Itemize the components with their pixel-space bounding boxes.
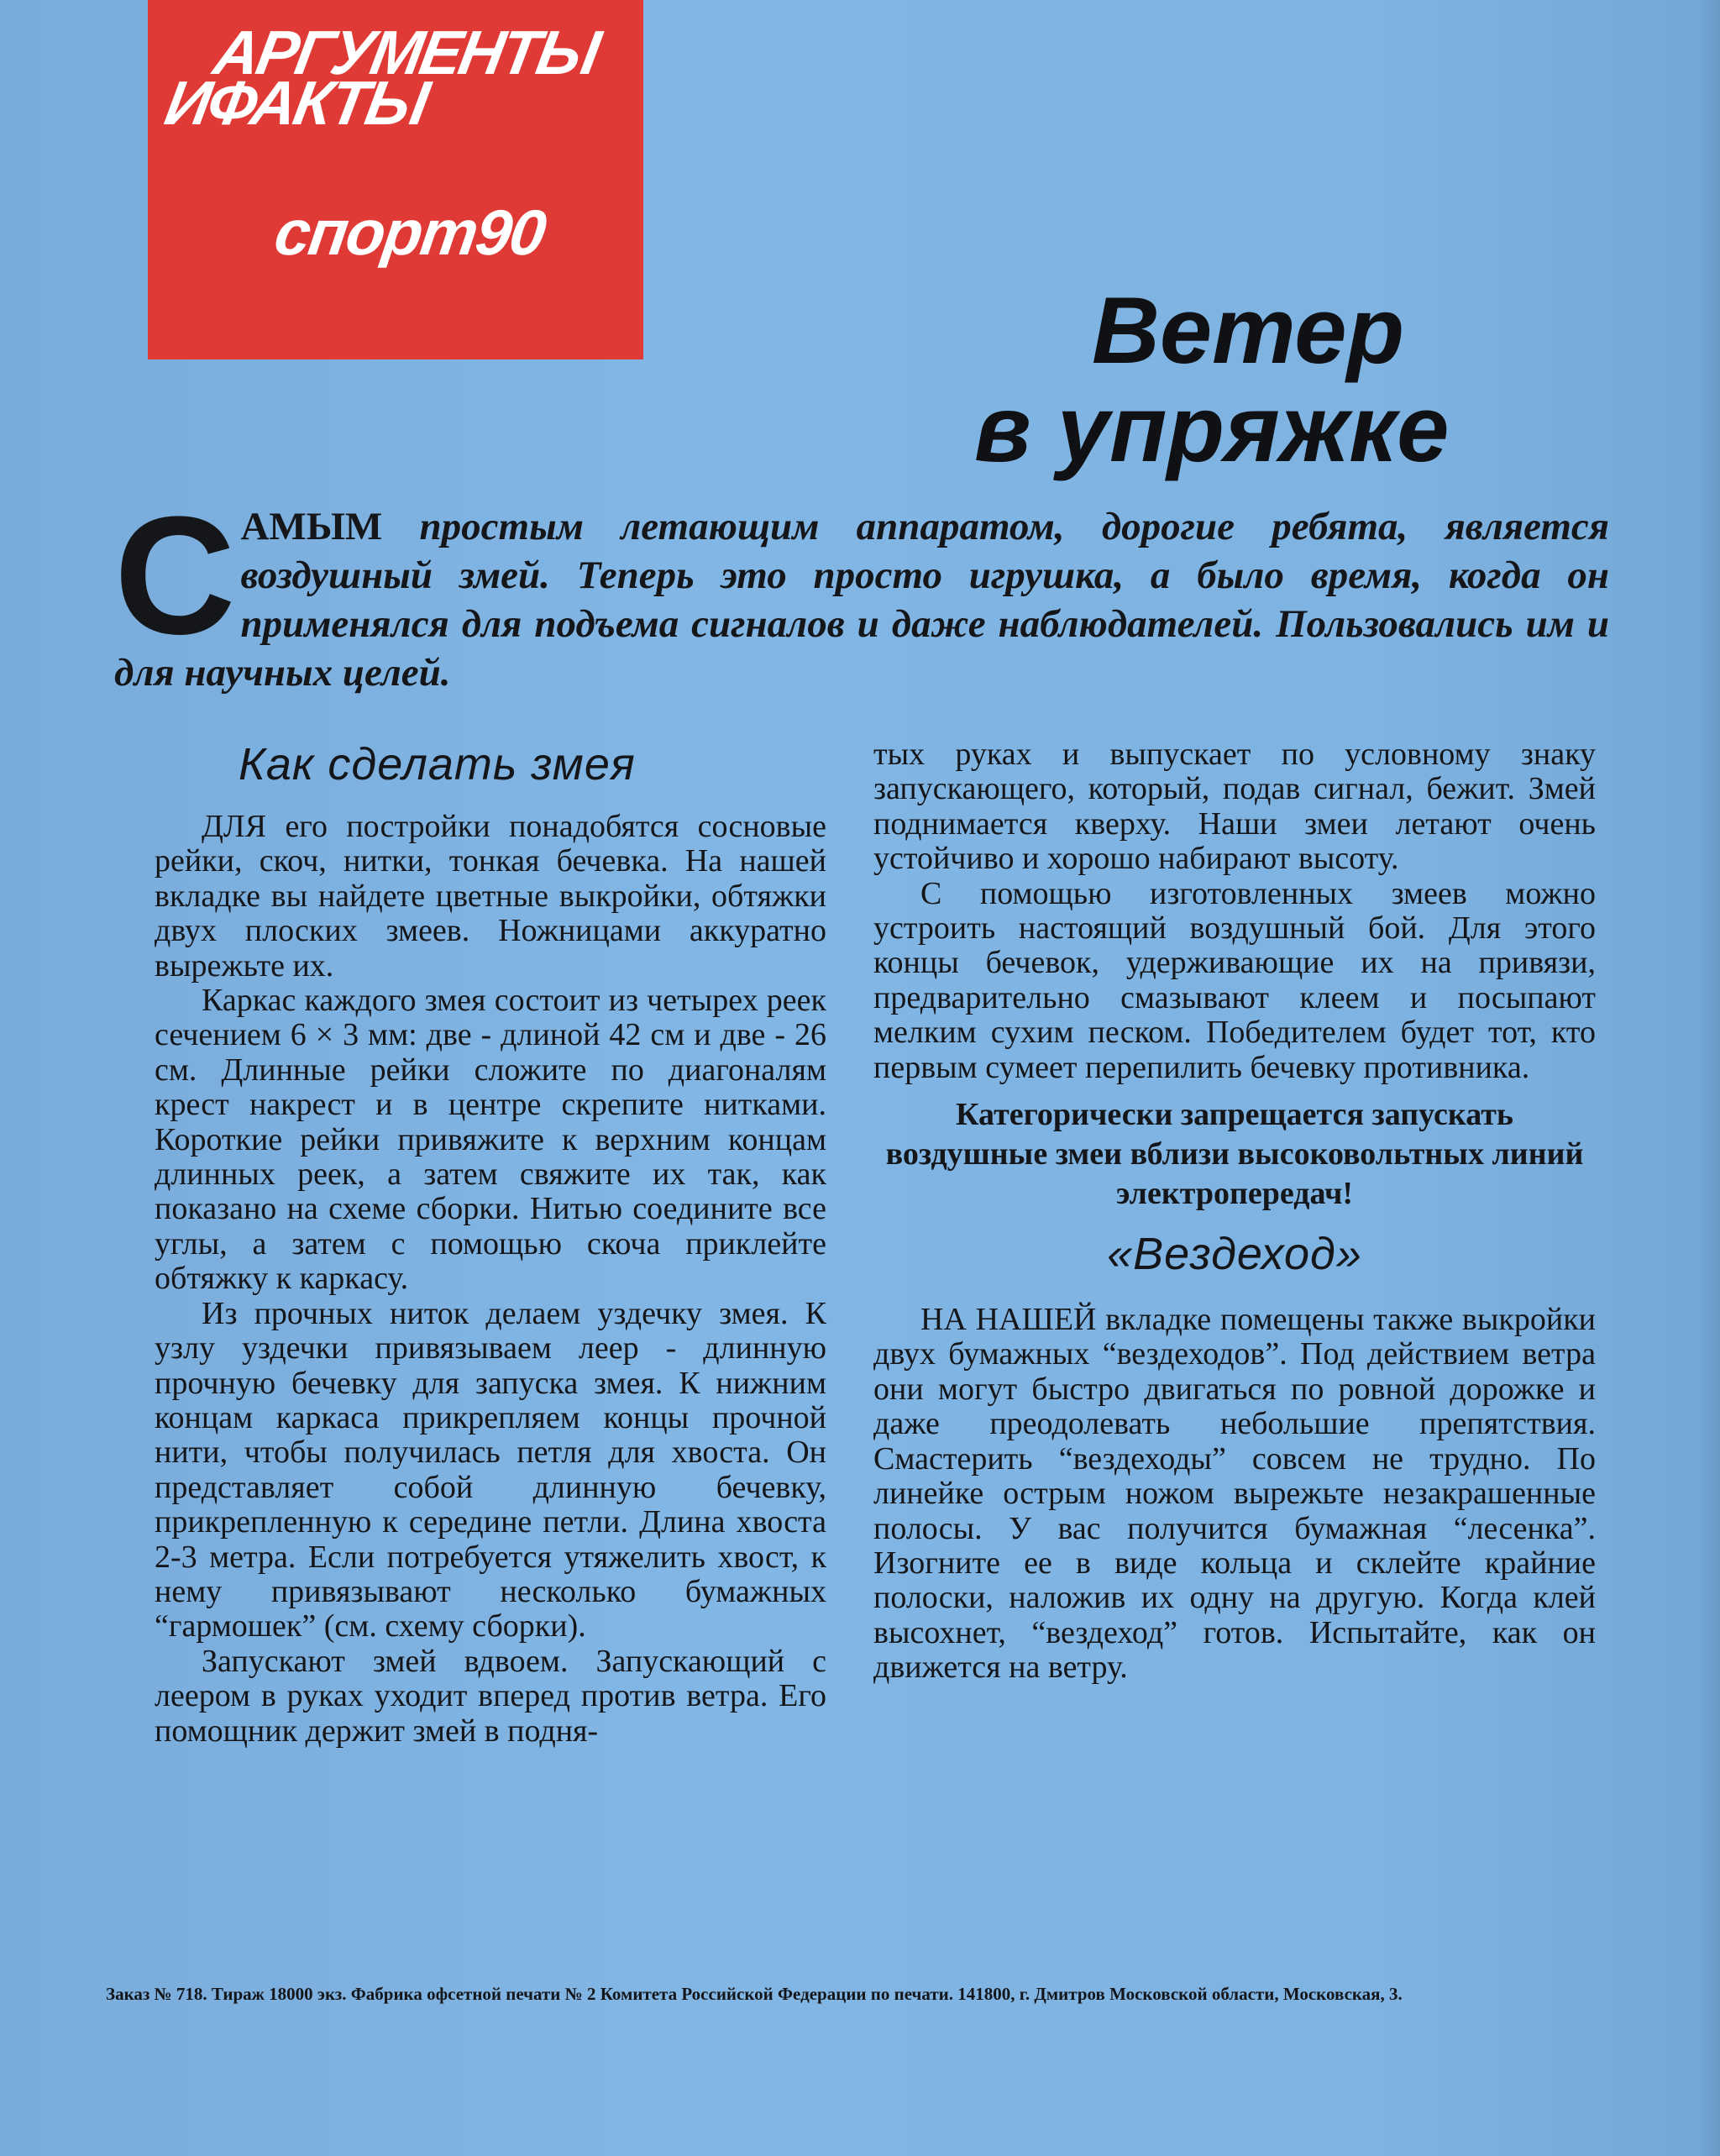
- left-paragraph-4: Запускают змей вдвоем. Запускающий с леером в руках уходит вперед против ветра. Его помощник держит змей в подня-: [155, 1643, 826, 1749]
- drop-cap: С: [114, 482, 236, 669]
- imprint-footer: Заказ № 718. Тираж 18000 экз. Фабрика офсетной печати № 2 Комитета Российской Федерации по печати. 141800, г. Дмитров Московской области, Московская, 3.: [106, 1984, 1403, 2004]
- left-paragraph-3: Из прочных ниток делаем уздечку змея. К узлу уздечки привязываем леер - длинную прочную бечевку для запуска змея. К нижним концам каркаса прикрепляем концы прочной нити, чтобы получилась петля для хвоста. Он представляет собой длинную бечевку, прикрепленную к середине петли. Длина хвоста 2-3 метра. Если потребуется утяжелить хвост, к нему привязывают несколько бумажных “гармошек” (см. схему сборки).: [155, 1295, 826, 1645]
- page-title-line-1: Ветер: [1092, 278, 1404, 383]
- logo-line-1: АРГУМЕНТЫ: [208, 18, 604, 87]
- lead-paragraph: [114, 482, 1609, 697]
- logo-line-2: ИФАКТЫ: [160, 68, 433, 138]
- left-paragraph-1: ДЛЯ его постройки понадобятся сосновые рейки, скоч, нитки, тонкая бечевка. На нашей вкладке вы найдете цветные выкройки, обтяжки двух плоских змеев. Ножницами аккуратно вырежьте их.: [155, 809, 826, 984]
- right-column: [873, 737, 1596, 1686]
- page-edge-shadow: [1696, 0, 1720, 2156]
- page-title-line-2: в упряжке: [974, 376, 1450, 481]
- section-heading-kite: Как сделать змея: [239, 739, 636, 789]
- section-heading-vezdehod: «Вездеход»: [1107, 1229, 1362, 1280]
- right-continuation: тых руках и выпускает по условному знаку запускающего, который, подав сигнал, бежит. Змей поднимается кверху. Наши змеи летают очень устойчиво и хорошо набирают высоту.: [873, 737, 1596, 877]
- right-paragraph-3: НА НАШЕЙ вкладке помещены также выкройки двух бумажных “вездеходов”. Под действием ветра они могут быстро двигаться по ровной дорожке и даже преодолевать небольшие препятствия. Смастерить “вездеходы” совсем не трудно. По линейке острым ножом вырежьте незакрашенные полосы. У вас получится бумажная “лесенка”. Изогните ее в виде кольца и склейте крайние полоски, наложив их одну на другую. Когда клей высохнет, “вездеход” готов. Испытайте, как он движется на ветру.: [873, 1302, 1596, 1686]
- left-paragraph-2: Каркас каждого змея состоит из четырех реек сечением 6 × 3 мм: две - длиной 42 см и две - 26 см. Длинные рейки сложите по диагоналям крест накрест и в центре скрепите нитками. Короткие рейки привяжите к верхним концам длинных реек, а затем свяжите их так, как показано на схеме сборки. Нитью соедините все углы, а затем с помощью скоча приклейте обтяжку к каркасу.: [155, 983, 826, 1297]
- left-column: [155, 737, 826, 1749]
- lead-first-word: АМЫМ: [240, 505, 383, 548]
- warning-text: Категорически запрещается запускать воздушные змеи вблизи высоковольтных линий электропередач!: [885, 1097, 1584, 1212]
- right-paragraph-2: С помощью изготовленных змеев можно устроить настоящий воздушный бой. Для этого концы бечевок, удерживающие их на привязи, предварительно смазывают клеем и посыпают мелким сухим песком. Победителем будет тот, кто первым сумеет перепилить бечевку противника.: [873, 875, 1596, 1085]
- lead-text: простым летающим аппаратом, дорогие ребята, является воздушный змей. Теперь это просто игрушка, а было время, когда он применялся для подъема сигналов и даже наблюдателей. Пользовались им и для научных целей.: [114, 505, 1609, 695]
- publication-logo: [148, 0, 643, 359]
- logo-sport90: спорт90: [270, 197, 549, 269]
